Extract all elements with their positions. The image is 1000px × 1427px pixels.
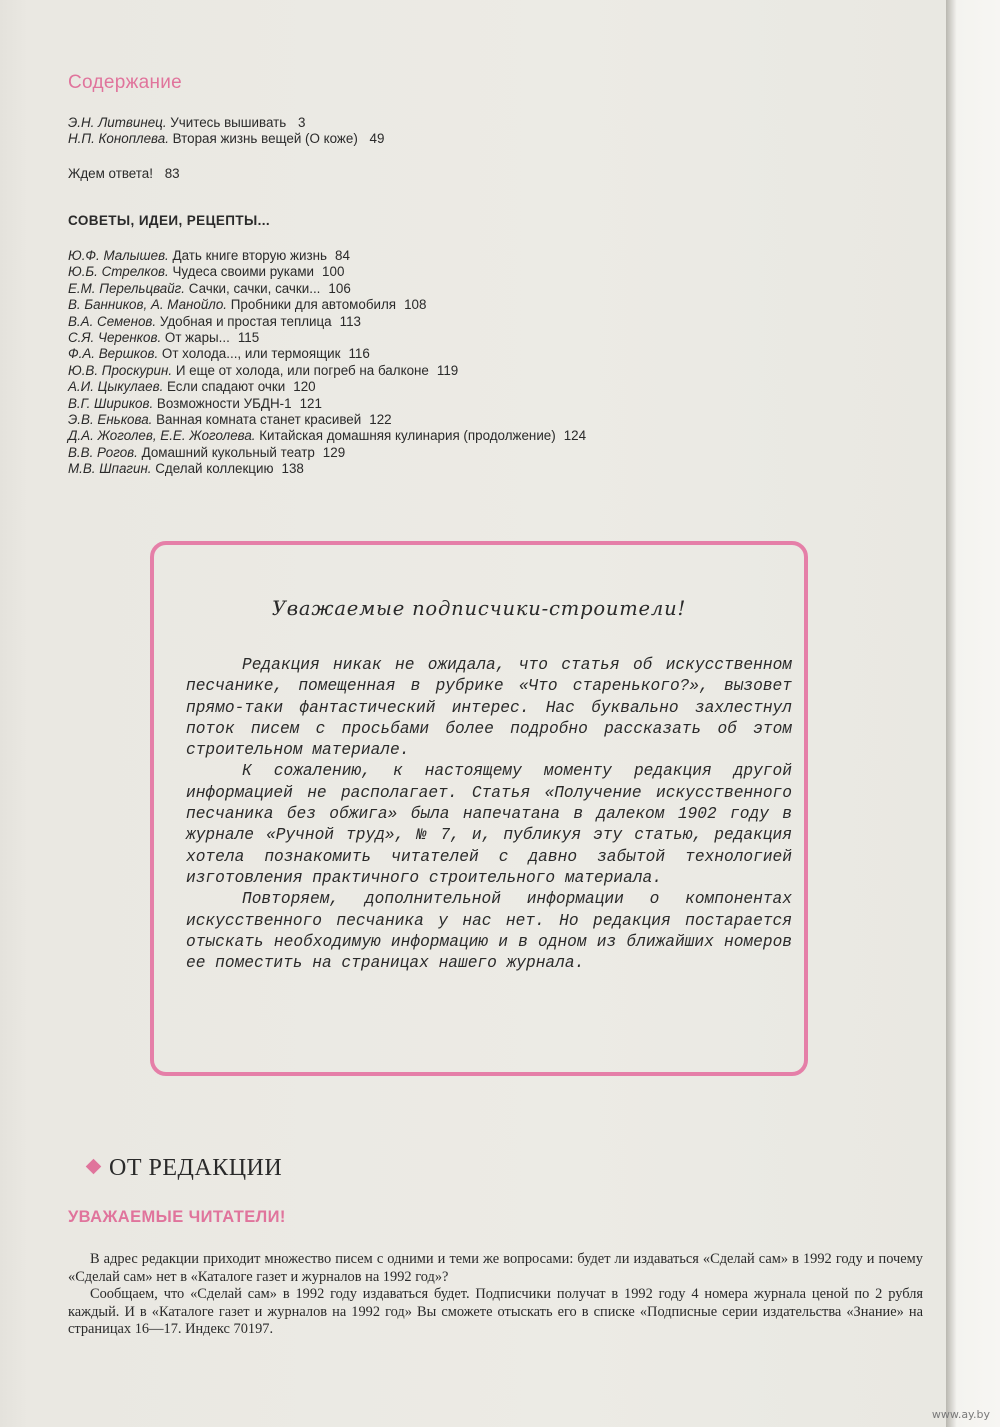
toc-author: В. Банников, А. Манойло. <box>68 297 228 313</box>
toc-article-title: Сделай коллекцию <box>155 461 274 477</box>
toc-article-title: Ждем ответа! <box>68 166 153 181</box>
toc-author: Ю.Ф. Малышев. <box>68 248 169 263</box>
toc-author: Д.А. Жоголев, Е.Е. Жоголева. <box>68 428 256 444</box>
watermark: www.ay.by <box>931 1408 990 1421</box>
notice-paragraph: К сожалению, к настоящему моменту редакция другой информацией не располагает. Статья «Получение искусственного песчаника без обжига» была напечатана в далеком 1902 году в журнале «Ручной труд», № 7, и, публикуя эту статью, редакция хотела познакомить читателей с давно забытой технологией изготовления практичного строительного материала. <box>186 762 792 887</box>
contents-waiting-entry <box>68 166 180 182</box>
diamond-bullet-icon <box>86 1159 102 1175</box>
toc-article-title: Учитесь вышивать <box>170 115 287 130</box>
notice-paragraph: Повторяем, дополнительной информации о компонентах искусственного песчаника у нас нет. Но редакция постарается отыскать необходимую информацию и в одном из ближайших номеров ее поместить на страницах нашего журнала. <box>186 890 792 973</box>
subscriber-notice-box <box>150 541 808 1076</box>
toc-page-number: 84 <box>335 248 350 263</box>
letter-paragraph: В адрес редакции приходит множество писем с одними и теми же вопросами: будет ли издаваться «Сделай сам» в 1992 году и почему «Сделай сам» нет в «Каталоге газет и журналов на 1992 год»? <box>68 1251 923 1285</box>
toc-article-title: Пробники для автомобиля <box>230 297 397 313</box>
notice-body <box>186 655 792 974</box>
toc-entry <box>68 297 586 313</box>
toc-entry <box>68 330 586 346</box>
toc-author: Э.Н. Литвинец. <box>68 115 167 130</box>
toc-page-number: 106 <box>328 280 351 296</box>
notice-title: Уважаемые подписчики-строители! <box>271 597 687 620</box>
toc-page-number: 49 <box>369 131 385 147</box>
toc-page-number: 129 <box>322 444 346 460</box>
toc-article-title: Возможности УБДН-1 <box>156 395 292 411</box>
editorial-letter <box>68 1251 923 1339</box>
toc-entry <box>68 346 586 362</box>
toc-article-title: Если спадают очки <box>167 379 286 395</box>
toc-entry <box>68 166 180 182</box>
toc-article-title: Дать книге вторую жизнь <box>172 248 328 263</box>
toc-page-number: 124 <box>563 428 587 444</box>
toc-entry <box>68 264 586 280</box>
toc-author: В.Г. Шириков. <box>68 395 154 411</box>
toc-page-number: 122 <box>369 412 392 428</box>
toc-entry <box>68 248 586 264</box>
toc-article-title: Вторая жизнь вещей (О коже) <box>172 131 358 147</box>
toc-page-number: 138 <box>281 461 304 477</box>
toc-author: Е.М. Перельцвайг. <box>68 280 186 296</box>
toc-author: В.В. Рогов. <box>68 444 138 460</box>
toc-author: Ф.А. Вершков. <box>68 346 159 362</box>
contents-top-list <box>68 115 384 148</box>
toc-author: Н.П. Коноплева. <box>68 131 169 147</box>
toc-page-number: 115 <box>237 330 260 346</box>
toc-author: Э.В. Енькова. <box>68 412 153 428</box>
toc-page-number: 119 <box>436 362 459 378</box>
toc-entry <box>68 115 384 131</box>
toc-article-title: Ванная комната станет красивей <box>156 412 362 428</box>
toc-entry <box>68 379 586 395</box>
toc-article-title: Удобная и простая теплица <box>159 313 332 329</box>
toc-page-number: 108 <box>404 297 427 313</box>
toc-page-number: 3 <box>298 115 306 130</box>
editorial-heading-text: ОТ РЕДАКЦИИ <box>109 1155 283 1181</box>
contents-section-list <box>68 248 586 478</box>
readers-heading: УВАЖАЕМЫЕ ЧИТАТЕЛИ! <box>68 1208 286 1226</box>
toc-page-number: 100 <box>322 264 345 280</box>
toc-entry <box>68 363 586 379</box>
toc-author: Ю.В. Проскурин. <box>68 362 173 378</box>
contents-title: Содержание <box>68 72 183 93</box>
toc-author: А.И. Цыкулаев. <box>68 379 164 395</box>
toc-page-number: 120 <box>293 379 316 395</box>
notice-paragraph: Редакция никак не ожидала, что статья об искусственном песчанике, помещенная в рубрике «Что старенького?», вызовет прямо-таки фантастический интерес. Нас буквально захлестнул поток писем с просьбами более подробно рассказать об этом строительном материале. <box>186 656 792 760</box>
toc-author: Ю.Б. Стрелков. <box>68 264 169 280</box>
toc-page-number: 113 <box>339 313 361 329</box>
toc-entry <box>68 281 586 297</box>
toc-article-title: Чудеса своими руками <box>172 264 315 280</box>
toc-page-number: 116 <box>348 346 370 362</box>
toc-entry <box>68 412 586 428</box>
toc-article-title: Китайская домашняя кулинария (продолжение) <box>259 428 556 444</box>
toc-entry <box>68 461 586 477</box>
toc-entry <box>68 396 586 412</box>
letter-paragraph: Сообщаем, что «Сделай сам» в 1992 году издаваться будет. Подписчики получат в 1992 году 4 номера журнала ценой по 2 рубля каждый. И в «Каталоге газет и журналов на 1992 год» Вы сможете отыскать его в списке «Подписные серии издательства «Знание» на страницах 16—17. Индекс 70197. <box>68 1286 923 1338</box>
toc-entry <box>68 445 586 461</box>
toc-article-title: И еще от холода, или погреб на балконе <box>175 362 429 378</box>
toc-entry <box>68 428 586 444</box>
toc-article-title: Сачки, сачки, сачки... <box>188 280 321 296</box>
toc-author: М.В. Шпагин. <box>68 461 152 477</box>
page-edge <box>946 0 1000 1427</box>
toc-author: В.А. Семенов. <box>68 313 157 329</box>
toc-page-number: 121 <box>299 395 322 411</box>
section-title: СОВЕТЫ, ИДЕИ, РЕЦЕПТЫ... <box>68 213 271 228</box>
editorial-heading <box>88 1155 282 1182</box>
toc-entry <box>68 131 384 147</box>
toc-article-title: От холода..., или термоящик <box>161 346 341 362</box>
toc-page-number: 83 <box>164 166 180 181</box>
toc-author: С.Я. Черенков. <box>68 330 162 346</box>
toc-article-title: От жары... <box>164 330 230 346</box>
toc-entry <box>68 314 586 330</box>
toc-article-title: Домашний кукольный театр <box>141 444 315 460</box>
